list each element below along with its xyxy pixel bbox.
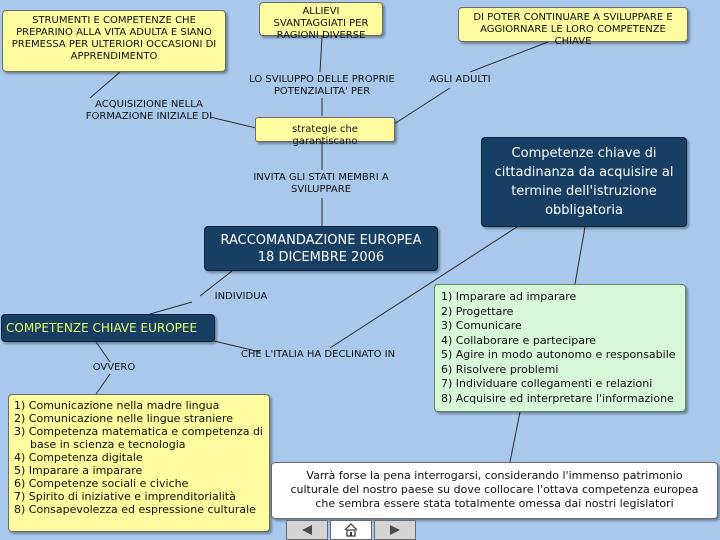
node-strategies-text: strategie che garantiscano [292,124,358,147]
node-continue-developing [458,7,688,47]
list-item: 5) Imparare a imparare [14,464,143,477]
home-button[interactable] [330,520,372,540]
node-recommendation-text: RACCOMANDAZIONE EUROPEA 18 DICEMBRE 2006 [220,233,422,265]
node-continue-developing-text: DI POTER CONTINUARE A SVILUPPARE E AGGIORNARE LE LORO COMPETENZE CHIAVE [473,12,673,47]
node-strategies [255,117,395,147]
list-item: 1) Imparare ad imparare [441,290,577,303]
list-item: 6) Risolvere problemi [441,362,559,376]
label-italy: CHE L'ITALIA HA DECLINATO IN [240,349,396,360]
node-european-competences-text: COMPETENZE CHIAVE EUROPEE [6,321,198,335]
label-invites: INVITA GLI STATI MEMBRI A SVILUPPARE [253,172,389,195]
node-citizenship-competences-text: Competenze chiave di cittadinanza da acquisire al termine dell'istruzione obbligatoria [494,146,674,218]
node-disadvantaged-students [259,2,383,41]
node-tools-competences [2,10,226,72]
list-item: 6) Competenze sociali e civiche [14,477,189,490]
label-adults: AGLI ADULTI [429,74,491,85]
previous-button[interactable] [286,520,328,540]
navigation-bar [286,520,416,540]
list-item: 8) Acquisire ed interpretare l'informazione [441,391,674,405]
list-european-competences [8,394,270,532]
list-item: 8) Consapevolezza ed espressione culturale [14,503,256,516]
list-item: 3) Competenza matematica e competenza di base in scienza e tecnologia [14,425,263,451]
node-disadvantaged-students-text: ALLIEVI SVANTAGGIATI PER RAGIONI DIVERSE [273,6,369,41]
label-potential: LO SVILUPPO DELLE PROPRIE POTENZIALITA' PER [249,74,395,97]
list-item: 2) Comunicazione nelle lingue straniere [14,412,234,425]
list-item: 5) Agire in modo autonomo e responsabile [441,348,676,361]
node-recommendation [204,226,438,271]
next-button[interactable] [374,520,416,540]
home-icon [344,523,358,537]
node-tools-competences-text: STRUMENTI E COMPETENZE CHE PREPARINO ALLA VITA ADULTA E SIANO PREMESSA PER ULTERIORI OCCASIONI DI APPRENDIMENTO [11,15,217,62]
label-namely: OVVERO [92,362,136,373]
node-note-text: Varrà forse la pena interrogarsi, considerando l'immenso patrimonio culturale del nostro paese su dove collocare l'ottava competenza europea che sembra essere stata totalmente omessa dai nostri legislatori [290,469,699,510]
node-citizenship-competences [481,137,687,227]
list-item: 1) Comunicazione nella madre lingua [14,399,220,412]
list-item: 2) Progettare [441,304,514,318]
node-note [271,462,718,519]
european-items [14,399,264,516]
list-item: 4) Collaborare e partecipare [441,333,597,347]
list-citizenship-competences [434,284,686,412]
list-item: 7) Spirito di iniziative e imprenditorialità [14,490,236,503]
triangle-right-icon [388,524,402,536]
label-initial-training: ACQUISIZIONE NELLA FORMAZIONE INIZIALE DI [85,99,213,122]
triangle-left-icon [300,524,314,536]
list-item: 4) Competenza digitale [14,451,143,464]
label-identifies: INDIVIDUA [214,291,268,302]
list-item: 3) Comunicare [441,319,522,332]
list-item: 7) Individuare collegamenti e relazioni [441,377,653,390]
node-european-competences [1,314,215,342]
citizenship-items [441,290,679,406]
